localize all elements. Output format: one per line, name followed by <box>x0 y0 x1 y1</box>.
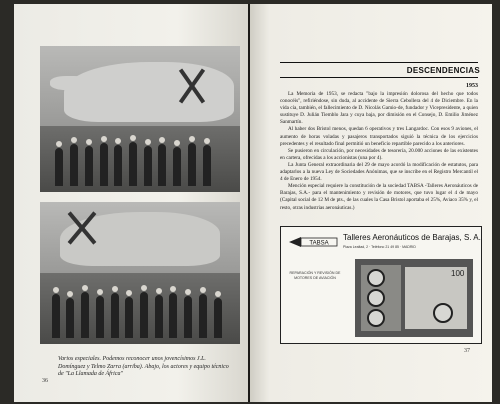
header-rule-top <box>280 62 478 63</box>
ad-side-text: REPARACIÓN Y REVISIÓN DE MOTORES DE AVIACIÓN <box>289 271 341 280</box>
photo-top <box>40 46 240 192</box>
photo-caption: Varios especiales. Podemos reconocer unos jovencísimos J.L. Domínguez y Telmo Zarra (arriba). Abajo, los actores y equipo técnico de "La Llamada de África" <box>58 356 229 377</box>
year-heading: 1953 <box>466 83 478 89</box>
page-number-left: 36 <box>42 378 48 384</box>
page-number-right: 37 <box>464 348 470 354</box>
paragraph: Al haber dos Bristol menos, quedan 6 operativos y tres Langardoc. Con esos 9 aviones, el aumento de horas voladas y pasajeros transportados siguió la técnica de los ejercicios precedentes y el resultado final permitió un beneficio repartible parecido a los anteriores. <box>280 126 478 147</box>
left-page <box>14 4 248 402</box>
ad-instrument-panel-photo <box>355 259 473 337</box>
body-text <box>280 91 478 212</box>
paragraph: La Junta General extraordinaria del 29 de mayo acordó la modificación de estatutos, para adaptarlos a la nueva Ley de Sociedades Anónimas, que se inscribe en el Registro Mercantil el 4 de Enero de 1954. <box>280 161 478 183</box>
paragraph: Se pusieron en circulación, por necesidades de tesorería, 20.000 acciones de las existentes en cartera, ofrecidas a los accionistas (una por 4). <box>280 147 478 161</box>
tabsa-logo <box>287 235 339 249</box>
ad-address: Plaza Lealtad, 2 · Teléfono 21 49 85 · MADRID <box>343 245 416 249</box>
tabsa-advertisement <box>280 226 482 344</box>
header-rule-bottom <box>280 77 478 78</box>
photo-bottom <box>40 202 240 344</box>
section-header: DESCENDENCIAS <box>406 66 480 75</box>
ad-title: Talleres Aeronáuticos de Barajas, S. A. <box>343 233 481 242</box>
right-page <box>250 4 492 402</box>
gauge-label: 100 <box>451 269 465 278</box>
paragraph: Mención especial requiere la constitución de la sociedad TABSA -Talleres Aeronáuticos de Barajas, S.A.- para el mantenimiento y revisión de motores, que tuvo lugar el 4 de mayo (Capital social de 12 M de pts., de las cuales la Casa Bristol aportaba el 25%, Aviaco 35% y, el resto, otras industrias aeronáuticas.) <box>280 183 478 211</box>
open-book <box>14 4 492 402</box>
logo-text: TABSA <box>309 240 329 247</box>
paragraph: La Memoria de 1953, se redacta "bajo la impresión dolorosa del hecho que todos conocéis", refiriéndose, sin duda, al accidente de Sierra Cebollera del 4 de Diciembre. En la vida cía, también, el fallecimiento de D. Nicolás Gamio-de, fundador y Vicepresidente, a quien sustituye D. Julián Tiemblo Jara y cuya baja, por dimisión en el Consejo, D. Emilio Jiménez Sanmartín. <box>280 91 478 126</box>
